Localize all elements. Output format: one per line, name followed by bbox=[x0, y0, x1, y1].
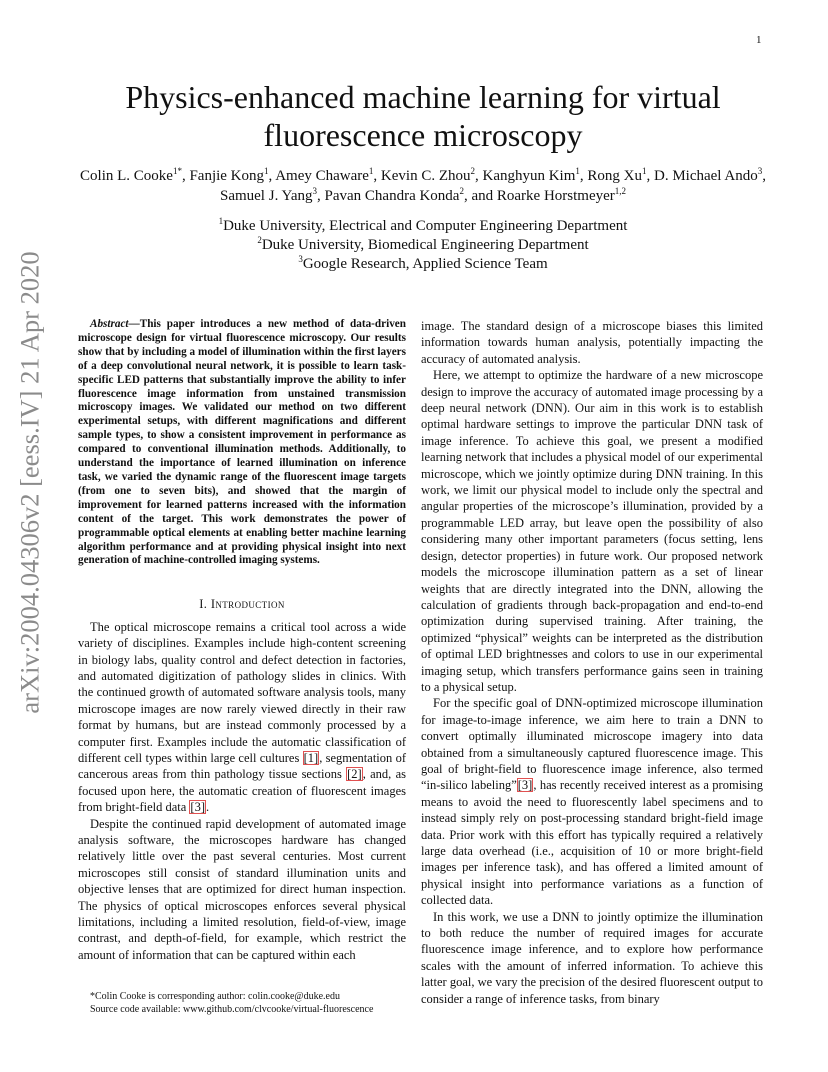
citation-link[interactable]: [3] bbox=[517, 778, 533, 793]
abstract bbox=[78, 318, 406, 568]
author-sup: 2 bbox=[470, 166, 475, 176]
text-run: , segmentation of cancerous areas from thin pathology tissue sections bbox=[78, 750, 406, 782]
affiliation bbox=[70, 255, 776, 274]
author-sup: 1,2 bbox=[614, 186, 627, 196]
affiliation-sup: 2 bbox=[257, 235, 262, 245]
footnotes bbox=[78, 990, 418, 1016]
author-sup: 3 bbox=[312, 186, 317, 196]
affiliations bbox=[70, 217, 776, 274]
affiliation-sup: 3 bbox=[298, 254, 303, 264]
arxiv-watermark bbox=[10, 250, 50, 714]
affiliation-sup: 1 bbox=[218, 216, 224, 226]
author: , Fanjie Kong bbox=[181, 168, 265, 184]
text-run: For the specific goal of DNN-optimized microscope illumination for image-to-image inference, we aim here to train a DNN to convert optimally illuminated microscope imagery into data obtained from a simultaneously captured fluorescence image. This goal of bright-field to fluorescence image inference, also termed “in-silico labeling” bbox=[421, 696, 763, 793]
paper-title: Physics-enhanced machine learning for virtual fluorescence microscopy bbox=[125, 79, 721, 153]
footnote-source: Source code available: www.github.com/clvcooke/virtual-fluorescence bbox=[90, 1004, 374, 1015]
footnote-corresponding: *Colin Cooke is corresponding author: colin.cooke@duke.edu bbox=[90, 991, 340, 1002]
author: , Pavan Chandra Konda bbox=[317, 188, 460, 204]
affiliation-text: Duke University, Electrical and Computer Engineering Department bbox=[223, 218, 628, 234]
affiliation-text: Duke University, Biomedical Engineering Department bbox=[261, 237, 589, 253]
author-list bbox=[70, 166, 776, 206]
author: , Amey Chaware bbox=[268, 168, 369, 184]
abstract-label: Abstract bbox=[90, 318, 129, 330]
abstract-text: —This paper introduces a new method of data-driven microscope design for virtual fluorescence microscopy. Our results show that by including a model of illumination within the first layers of a deep convolutional neural network, it is possible to learn task-specific LED patterns that substantially improve the ability to infer fluorescence image information from unstained transmission microscopy images. We validated our method on two different experimental setups, with different magnifications and different sample types, to show a consistent improvement in performance as compared to conventional illumination methods. Additionally, to understand the importance of learned illumination on inference task, we varied the dynamic range of the fluorescent image targets (from one to seven bits), and showed that the margin of improvement for learned patterns increased with the information content of the target. This work demonstrates the power of programmable optical elements at enabling better machine learning algorithm performance and at providing physical insight into next generation of machine-controlled imaging systems. bbox=[78, 318, 406, 567]
citation-link[interactable]: [3] bbox=[190, 800, 205, 815]
citation-link[interactable]: [1] bbox=[303, 750, 319, 765]
author-sup: 2 bbox=[459, 186, 464, 196]
author-sup: 1 bbox=[264, 166, 269, 176]
author-sup: 3 bbox=[757, 166, 763, 176]
right-column bbox=[421, 318, 763, 1007]
left-column bbox=[78, 318, 406, 963]
author: , Kevin C. Zhou bbox=[373, 168, 471, 184]
author: , Rong Xu bbox=[579, 168, 642, 184]
author: , Samuel J. Yang bbox=[219, 168, 766, 204]
author: , Kanghyun Kim bbox=[474, 168, 576, 184]
author-sup: 1 bbox=[575, 166, 580, 176]
author: , D. Michael Ando bbox=[646, 168, 758, 184]
affiliation bbox=[70, 236, 776, 255]
text-run: . bbox=[206, 800, 210, 815]
author: Colin L. Cooke bbox=[80, 168, 173, 184]
author-sup: 1 bbox=[642, 166, 647, 176]
arxiv-id: arXiv:2004.04306v2 [eess.IV] 21 Apr 2020 bbox=[14, 250, 45, 714]
text-run: The optical microscope remains a critical tool across a wide variety of disciplines. Examples include high-content screening in biology labs, quality control and defect detection in factories, and automated digitization of pathology slides in clinics. With the continued growth of automated software analysis tools, many microscope images are now rarely viewed directly in their raw format by humans, but are instead commonly processed by a computer first. Examples include the automatic classification of different cell types within large cell cultures bbox=[78, 619, 406, 765]
page-number: 1 bbox=[756, 34, 762, 46]
right-paragraph-0: image. The standard design of a microscope biases this limited information towards human analysis, potentially impacting the accuracy of automated analysis. bbox=[421, 319, 763, 366]
right-paragraph-3: In this work, we use a DNN to jointly optimize the illumination to both reduce the number of required images for accurate fluorescence image inference, and to explore how performance scales with the amount of inferred information. To achieve this latter goal, we vary the precision of the desired fluorescent output to consider a range of inference tasks, from binary bbox=[421, 909, 763, 1006]
text-run: , and, as focused upon here, the automatic creation of fluorescent images from bright-field data bbox=[78, 767, 407, 815]
intro-paragraph-2: Despite the continued rapid development of automated image analysis software, the microscopes hardware has changed relatively little over the past several centuries. Most current microscopes still consist of standard illumination units and objective lenses that are optimized for direct human inspection. The physics of optical microscopes enforces several physical limitations, including a limited resolution, field-of-view, image contrast, and depth-of-field, for example, which restrict the amount of information that can be captured within each bbox=[78, 816, 406, 962]
right-paragraph-2 bbox=[421, 695, 763, 908]
intro-paragraph-1 bbox=[78, 619, 406, 816]
author-sup: 1 bbox=[368, 166, 374, 176]
author: , and Roarke Horstmeyer bbox=[463, 188, 615, 204]
right-paragraph-1: Here, we attempt to optimize the hardware of a new microscope design to improve the accuracy of automated image processing by a deep neural network (DNN). Our aim in this work is to establish optimal hardware settings to improve the particular DNN task of image inference. To achieve this goal, we present a modified learning network that includes a physical model of our experimental microscope, which we jointly optimize during DNN training. In this work, we limit our physical model to include only the spectral and angular properties of the microscope’s illumination, provided by a programmable LED array, but leave open the possibility of also considering many other important parameters (focus setting, lens design, detector properties) in future work. Our proposed network models the microscope illumination pattern as a set of linear weights that are directly integrated into the DNN, allowing the calculation of gradients through back-propagation and end-to-end optimization during supervised training. After training, the optimized “physical” weights can be interpreted as the distribution of optimal LED brightnesses and colors to use in our experimental imaging setup, which transfers performance gains seen in training to a physical setup. bbox=[421, 368, 763, 694]
author-sup: 1* bbox=[172, 166, 182, 176]
citation-link[interactable]: [2] bbox=[347, 767, 362, 782]
section-heading: I. Introduction bbox=[199, 597, 285, 612]
affiliation-text: Google Research, Applied Science Team bbox=[302, 256, 548, 272]
affiliation bbox=[70, 217, 776, 236]
text-run: , has recently received interest as a promising means to avoid the need to fluorescently label specimens and to instead simply rely on post-processing standard bright-field image data. Prior work with this effort has typically required a relatively large data overhead (i.e., acquisition of 10 or more bright-field images per inference task), and has offered a limited amount of physical insight into performance variations as a function of collected data. bbox=[421, 778, 764, 908]
